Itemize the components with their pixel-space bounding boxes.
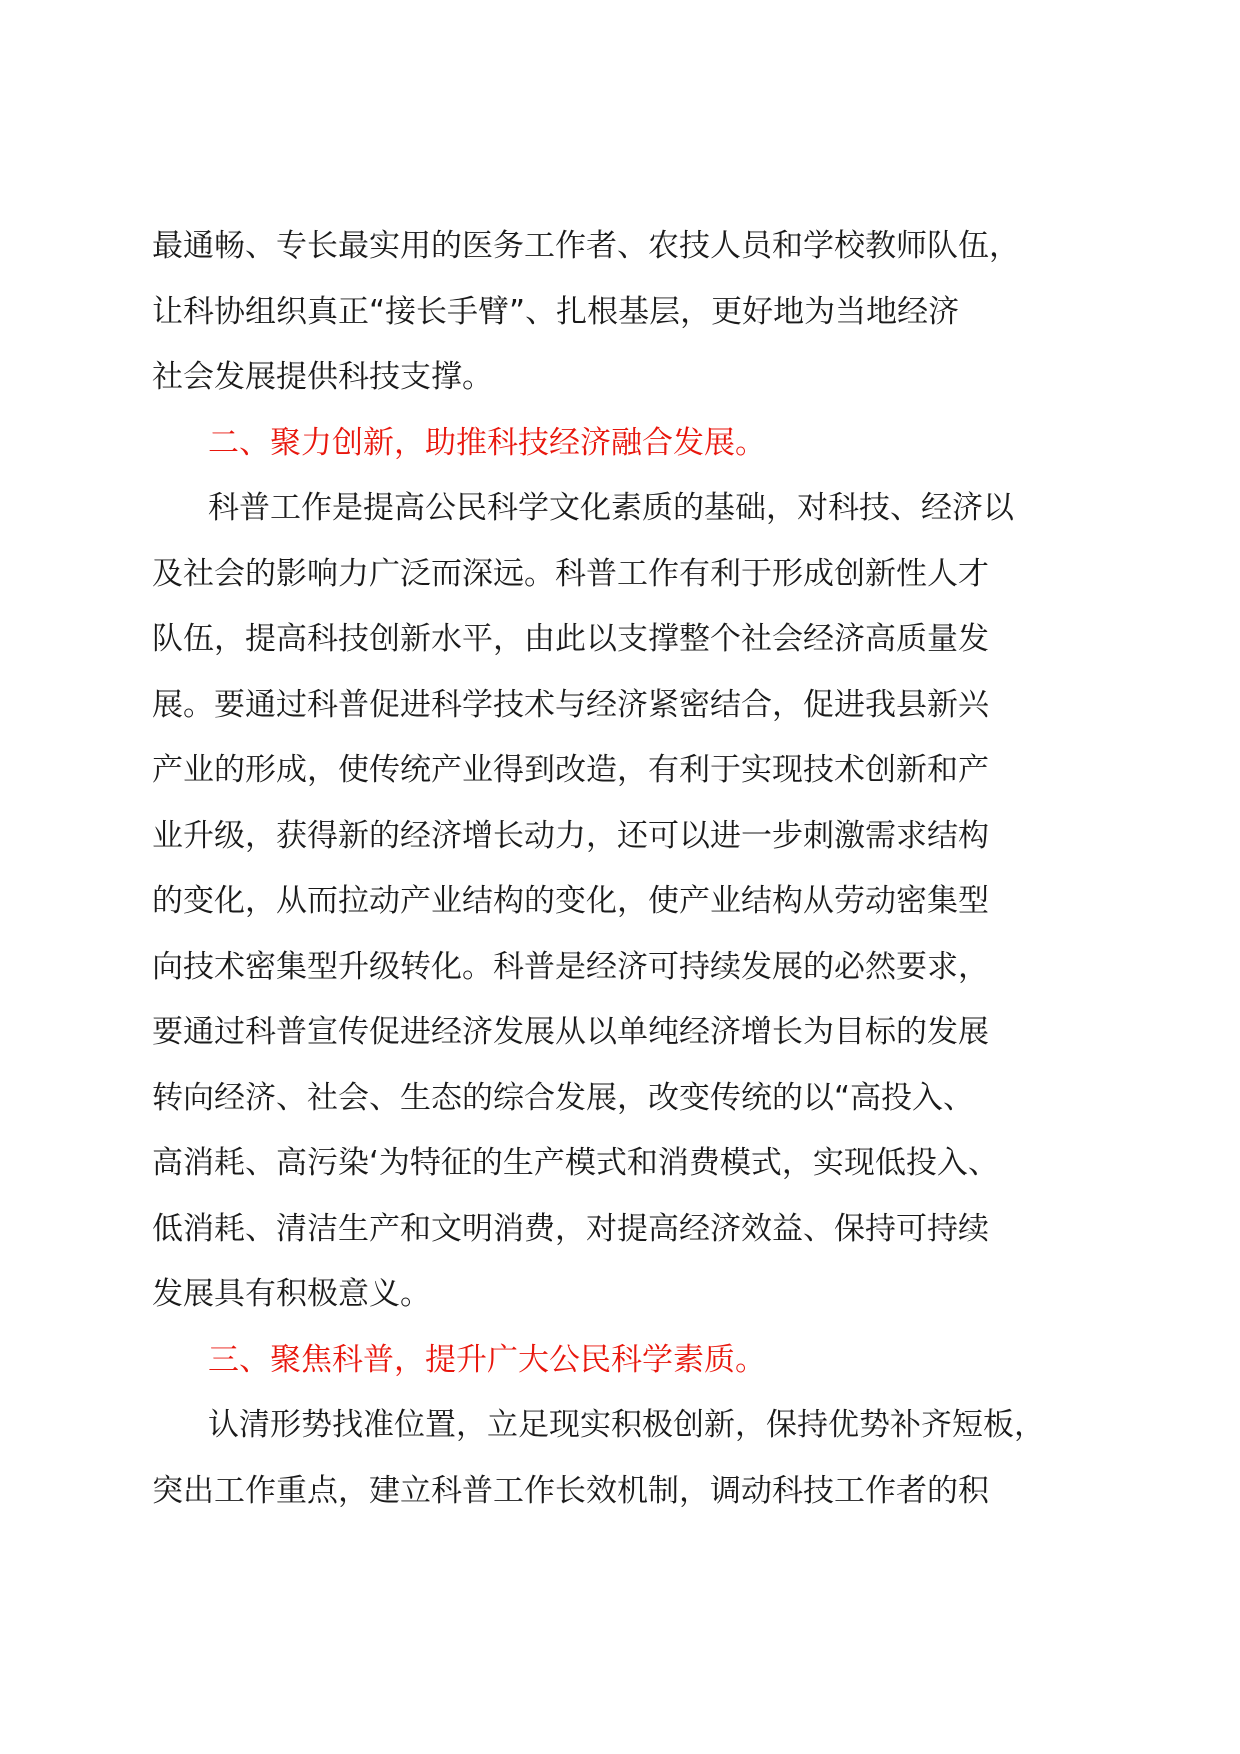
paragraph-line: 低消耗、清洁生产和文明消费，对提高经济效益、保持可持续	[152, 1210, 989, 1247]
paragraph-line: 社会发展提供科技支撑。	[152, 359, 493, 395]
section-heading-3: 三、聚焦科普，提升广大公民科学素质。	[208, 1341, 766, 1378]
paragraph-line: 认清形势找准位置，立足现实积极创新，保持优势补齐短板，	[208, 1407, 1045, 1443]
paragraph-line: 让科协组织真正“接长手臂”、扎根基层，更好地为当地经济	[152, 293, 960, 330]
paragraph-line: 及社会的影响力广泛而深远。科普工作有利于形成创新性人才	[152, 555, 989, 592]
paragraph-line: 要通过科普宣传促进经济发展从以单纯经济增长为目标的发展	[152, 1014, 989, 1050]
paragraph-line: 的变化，从而拉动产业结构的变化，使产业结构从劳动密集型	[152, 883, 989, 919]
paragraph-line: 队伍，提高科技创新水平，由此以支撑整个社会经济高质量发	[152, 621, 989, 657]
paragraph-line: 突出工作重点，建立科普工作长效机制，调动科技工作者的积	[152, 1472, 989, 1509]
paragraph-line: 展。要通过科普促进科学技术与经济紧密结合，促进我县新兴	[152, 686, 989, 723]
paragraph-line: 高消耗、高污染‘为特征的生产模式和消费模式，实现低投入、	[152, 1145, 999, 1181]
paragraph-line: 业升级，获得新的经济增长动力，还可以进一步刺激需求结构	[152, 817, 989, 854]
paragraph-line: 科普工作是提高公民科学文化素质的基础，对科技、经济以	[208, 490, 1014, 526]
paragraph-line: 最通畅、专长最实用的医务工作者、农技人员和学校教师队伍，	[152, 228, 1020, 264]
paragraph-line: 转向经济、社会、生态的综合发展，改变传统的以“高投入、	[152, 1079, 975, 1116]
paragraph-line: 向技术密集型升级转化。科普是经济可持续发展的必然要求，	[152, 948, 989, 985]
paragraph-line: 发展具有积极意义。	[152, 1276, 431, 1312]
section-heading-2: 二、聚力创新，助推科技经济融合发展。	[208, 424, 766, 461]
paragraph-line: 产业的形成，使传统产业得到改造，有利于实现技术创新和产	[152, 752, 989, 788]
document-text	[152, 214, 1092, 1524]
